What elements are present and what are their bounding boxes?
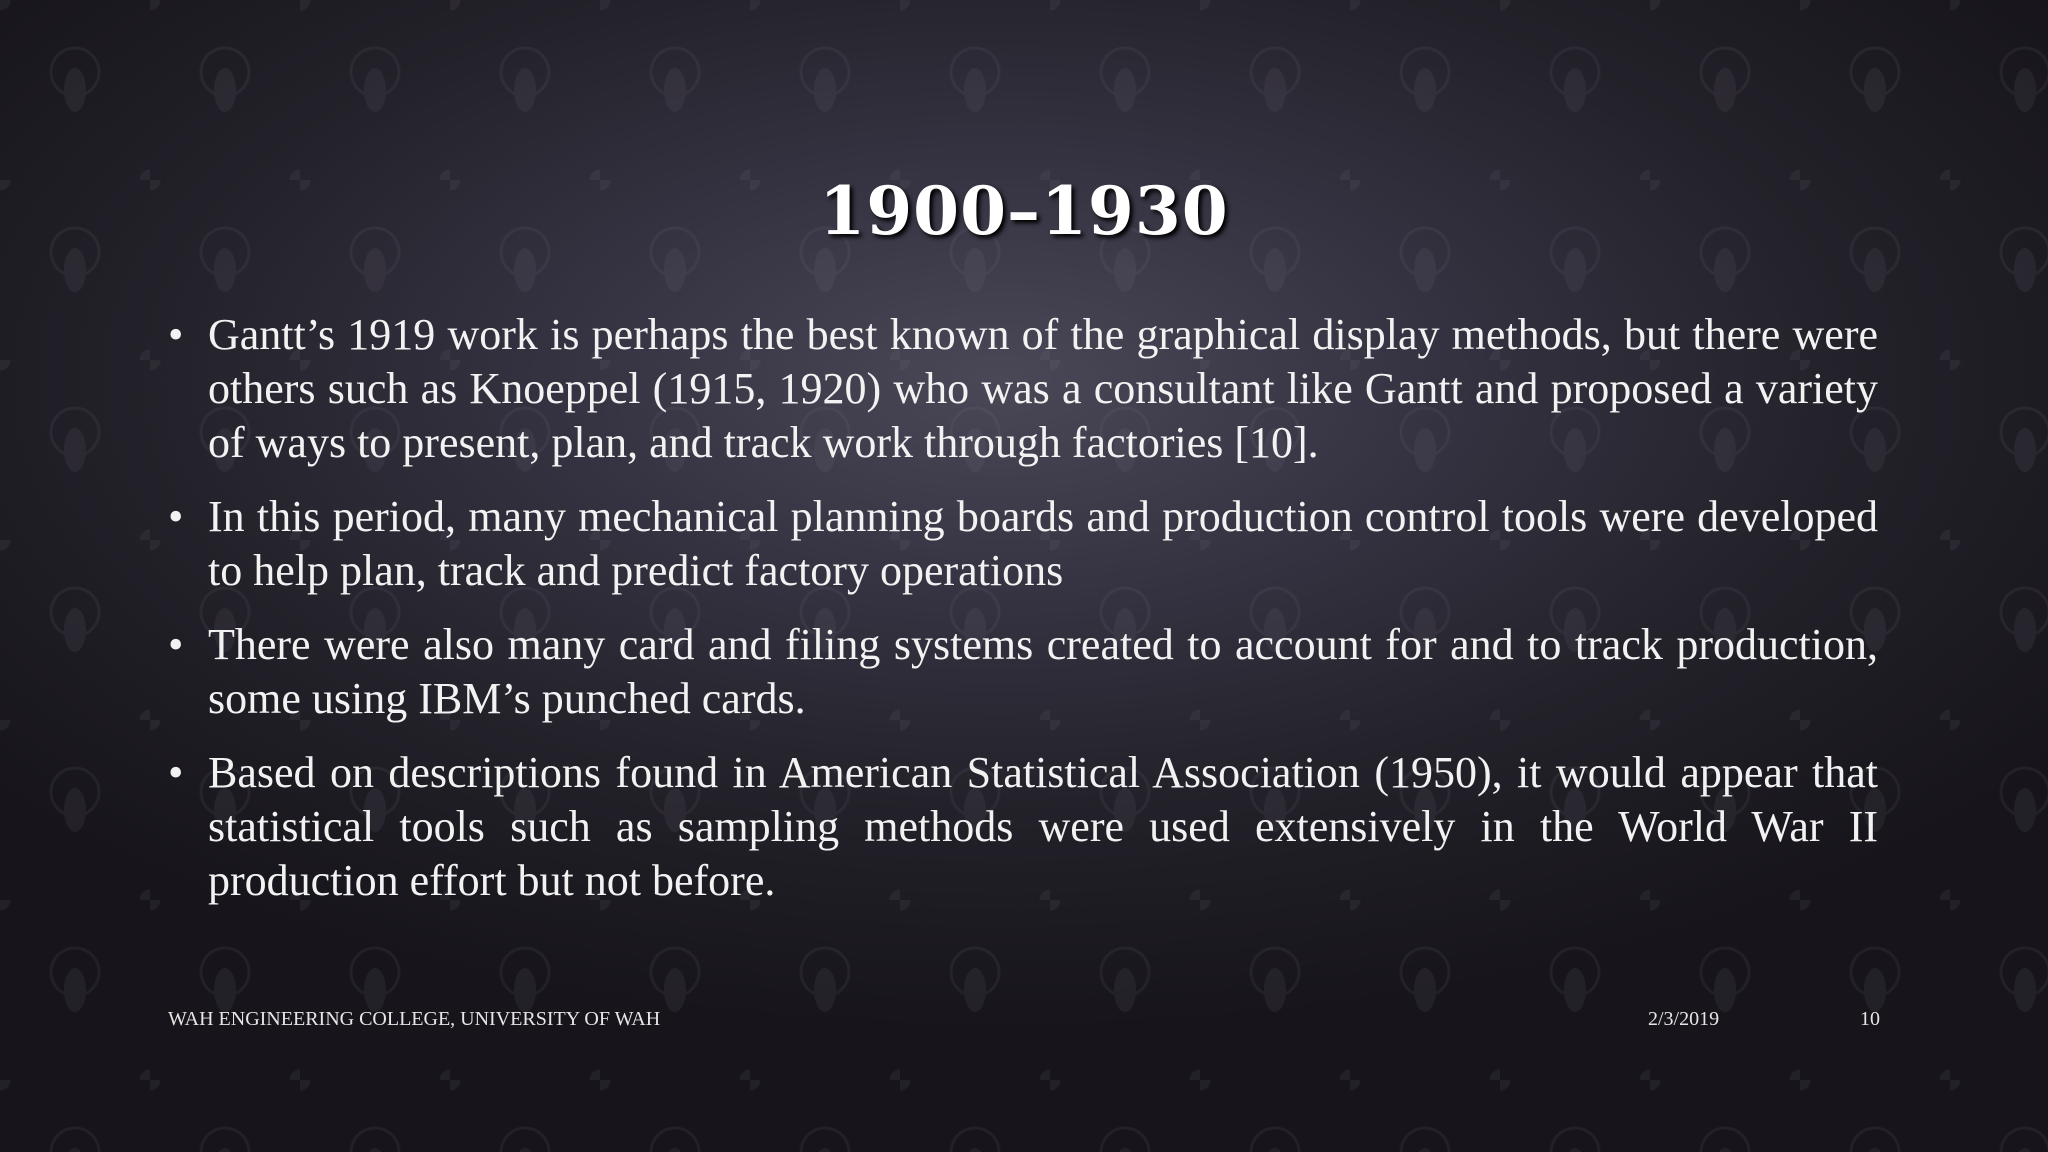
footer-organization: WAH ENGINEERING COLLEGE, UNIVERSITY OF WAH <box>168 1008 661 1030</box>
footer-page-number: 10 <box>1860 1008 1880 1030</box>
bullet-item: • In this period, many mechanical planning boards and production control tools were developed to help plan, track and predict factory operations <box>168 490 1878 598</box>
slide-title: 1900–1930 <box>819 172 1229 250</box>
bullet-item: • Gantt’s 1919 work is perhaps the best known of the graphical display methods, but there were others such as Knoeppel (1915, 1920) who was a consultant like Gantt and proposed a variety of ways to present, plan, and track work through factories [10]. <box>168 308 1878 470</box>
footer-date: 2/3/2019 <box>1648 1008 1720 1030</box>
bullet-list <box>168 308 1878 928</box>
bullet-item: • Based on descriptions found in American Statistical Association (1950), it would appear that statistical tools such as sampling methods were used extensively in the World War II production effort but not before. <box>168 746 1878 908</box>
bullet-item: • There were also many card and filing systems created to account for and to track production, some using IBM’s punched cards. <box>168 618 1878 726</box>
